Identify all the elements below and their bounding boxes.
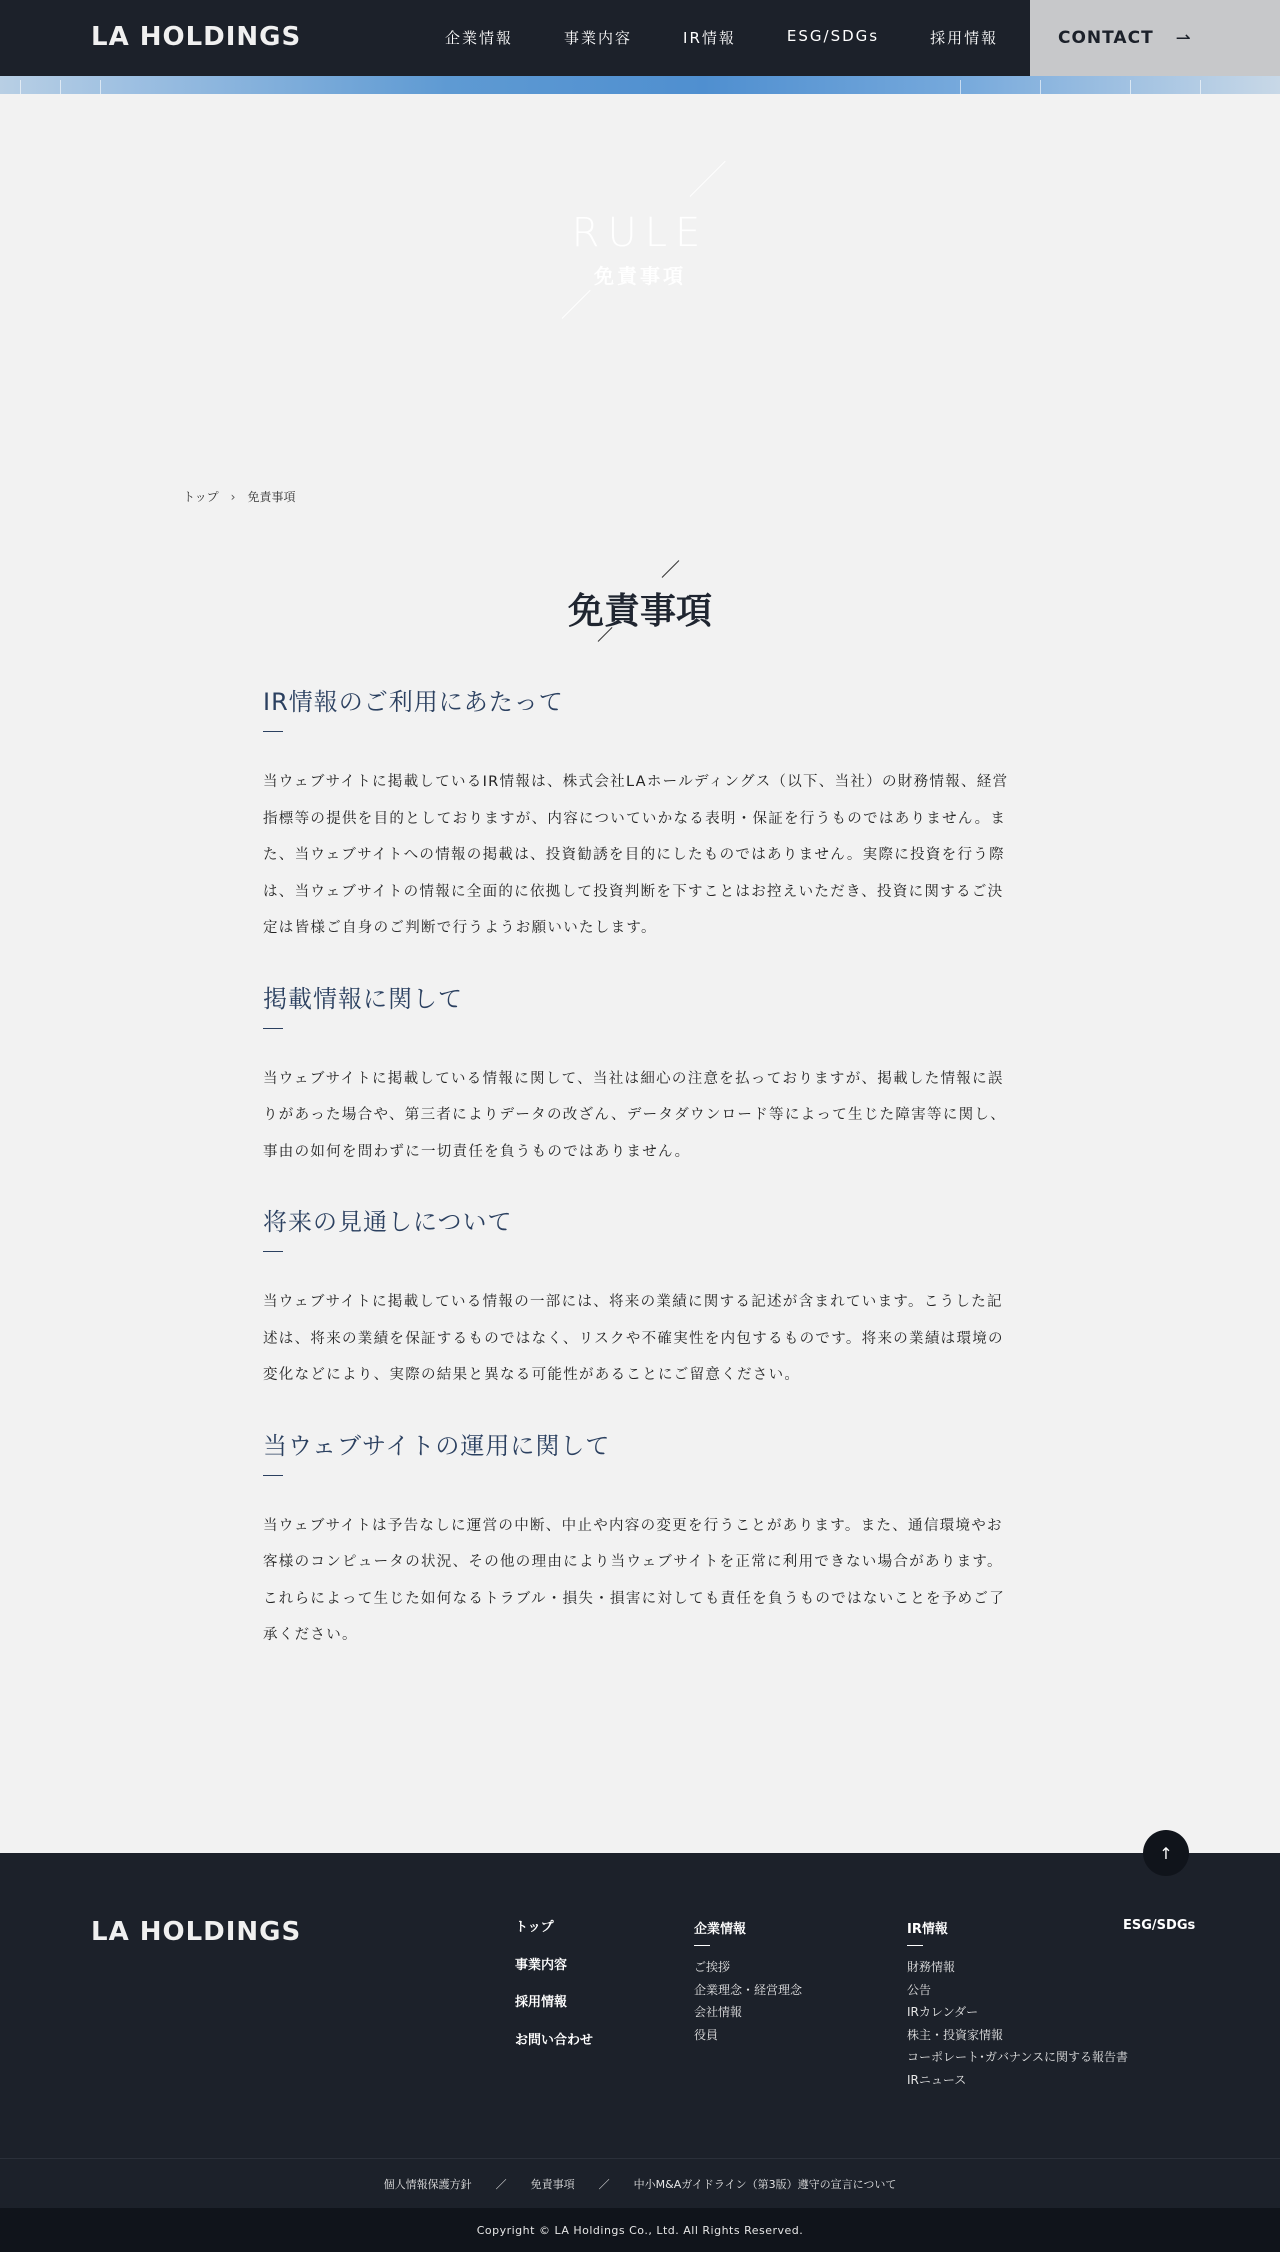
footer-link-top[interactable]: トップ: [515, 1920, 554, 1935]
site-header: [0, 0, 1280, 76]
footer-legal-links: [0, 2158, 1280, 2208]
footer-link-investor[interactable]: 株主・投資家情報: [907, 2027, 1004, 2042]
nav-item-business[interactable]: 事業内容: [564, 29, 633, 47]
section-heading: 当ウェブサイトの運用に関して: [263, 1431, 611, 1460]
heading-underline: [263, 1028, 283, 1029]
footer-col-ir: [907, 1918, 1128, 2091]
legal-separator: ／: [495, 2177, 507, 2191]
legal-link-ma-guideline[interactable]: 中小M&Aガイドライン（第3版）遵守の宣言について: [633, 2177, 897, 2191]
nav-item-esg[interactable]: ESG/SDGs: [786, 27, 880, 45]
footer-head-company[interactable]: 企業情報: [694, 1922, 747, 1937]
hero-title-ja: 免責事項: [594, 264, 686, 288]
global-nav: [445, 27, 1049, 48]
footer-link-business[interactable]: 事業内容: [515, 1957, 568, 1973]
footer-head-underline: [694, 1945, 710, 1946]
footer-link-officers[interactable]: 役員: [694, 2027, 719, 2042]
footer-head-ir[interactable]: IR情報: [907, 1922, 948, 1937]
decor-slash: [662, 560, 680, 578]
site-footer: [0, 1853, 1280, 2159]
section-body: 当ウェブサイトに掲載しているIR情報は、株式会社LAホールディングス（以下、当社）の財務情報、経営指標等の提供を目的としておりますが、内容についていかなる表明・保証を行うものではありません。また、当ウェブサイトへの情報の掲載は、投資勧誘を目的にしたものではありません。実際に投資を行う際は、当ウェブサイトの情報に全面的に依拠して投資判断を下すことはお控えいただき、投資に関するご決定は皆様ご自身のご判断で行うようお願いいたします。: [263, 774, 1009, 936]
disclaimer-section: [263, 983, 1018, 1171]
section-body: 当ウェブサイトに掲載している情報に関して、当社は細心の注意を払っておりますが、掲載した情報に誤りがあった場合や、第三者によりデータの改ざん、データダウンロード等によって生じた障害等に関し、事由の如何を問わずに一切責任を負うものではありません。: [263, 1070, 1007, 1160]
nav-item-company[interactable]: 企業情報: [445, 29, 514, 47]
section-heading: IR情報のご利用にあたって: [263, 688, 564, 716]
footer-logo[interactable]: LA HOLDINGS: [91, 1917, 302, 1947]
footer-link-recruit[interactable]: 採用情報: [515, 1995, 568, 2010]
footer-col-esg: [1123, 1918, 1195, 1933]
footer-link-notice[interactable]: 公告: [907, 1982, 932, 1997]
footer-link-contact[interactable]: お問い合わせ: [515, 2032, 594, 2048]
footer-col-company: [694, 1918, 802, 2046]
contact-button[interactable]: [1030, 0, 1280, 76]
section-heading: 掲載情報に関して: [263, 984, 463, 1013]
nav-item-recruit[interactable]: 採用情報: [930, 29, 999, 47]
footer-link-ir-calendar[interactable]: IRカレンダー: [907, 2005, 979, 2019]
heading-underline: [263, 731, 283, 732]
arrow-right-icon: ⇀: [1175, 27, 1191, 49]
site-logo[interactable]: LA HOLDINGS: [91, 22, 302, 52]
heading-underline: [263, 1251, 283, 1252]
footer-head-esg[interactable]: ESG/SDGs: [1123, 1918, 1196, 1933]
chevron-right-icon: ›: [230, 489, 236, 504]
section-body: 当ウェブサイトに掲載している情報の一部には、将来の業績に関する記述が含まれています。こうした記述は、将来の業績を保証するものではなく、リスクや不確実性を内包するものです。将来の業績は環境の変化などにより、実際の結果と異なる可能性があることにご留意ください。: [263, 1294, 1004, 1383]
section-heading: 将来の見通しについて: [263, 1208, 513, 1236]
footer-link-governance[interactable]: コーポレート･ガバナンスに関する報告書: [907, 2050, 1129, 2064]
disclaimer-content: [263, 686, 1018, 1690]
copyright: Copyright © LA Holdings Co., Ltd. All Rights Reserved.: [0, 2208, 1280, 2252]
breadcrumb-home[interactable]: トップ: [183, 490, 219, 504]
footer-link-ir-news[interactable]: IRニュース: [907, 2072, 967, 2087]
breadcrumb-current: 免責事項: [247, 490, 296, 504]
decor-slash: [562, 290, 591, 319]
heading-underline: [263, 1475, 283, 1476]
hero-title-en: RULE: [571, 210, 709, 256]
footer-head-underline: [907, 1945, 923, 1946]
footer-link-philosophy[interactable]: 企業理念・経営理念: [694, 1982, 803, 1997]
legal-link-disclaimer[interactable]: 免責事項: [530, 2177, 575, 2191]
decor-slash: [690, 161, 726, 197]
disclaimer-section: [263, 1206, 1018, 1394]
legal-link-privacy[interactable]: 個人情報保護方針: [383, 2177, 472, 2191]
page-hero-title: [0, 210, 1280, 289]
footer-link-company-info[interactable]: 会社情報: [694, 2005, 743, 2019]
scroll-top-button[interactable]: [1143, 1830, 1189, 1876]
section-body: 当ウェブサイトは予告なしに運営の中断、中止や内容の変更を行うことがあります。また、通信環境やお客様のコンピュータの状況、その他の理由により当ウェブサイトを正常に利用できない場合があります。これらによって生じた如何なるトラブル・損失・損害に対しても責任を負うものではないことを予めご了承ください。: [263, 1517, 1006, 1643]
hero-image-strip: [0, 76, 1280, 94]
disclaimer-section: [263, 1430, 1018, 1654]
footer-col-main: [515, 1909, 593, 2059]
footer-link-financial[interactable]: 財務情報: [907, 1960, 956, 1974]
contact-label: CONTACT: [1058, 28, 1154, 48]
section-title: 免責事項: [567, 591, 712, 632]
legal-separator: ／: [598, 2177, 610, 2191]
footer-link-greeting[interactable]: ご挨拶: [694, 1960, 731, 1974]
arrow-up-icon: ↑: [1159, 1843, 1173, 1863]
nav-item-ir[interactable]: IR情報: [683, 29, 736, 47]
disclaimer-section: [263, 686, 1018, 947]
breadcrumb: [183, 488, 295, 505]
